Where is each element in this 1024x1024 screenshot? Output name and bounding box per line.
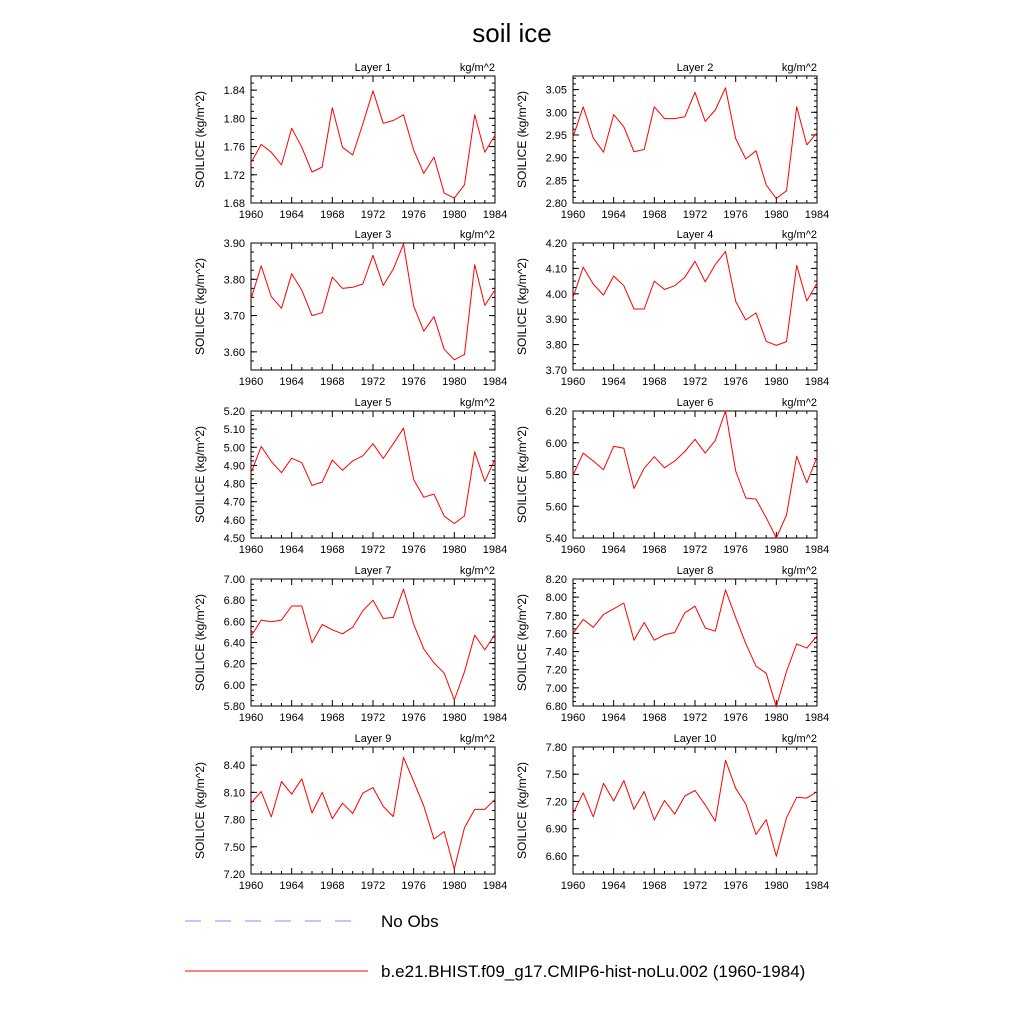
panel-units: kg/m^2 [781,565,817,577]
x-tick-label: 1964 [601,209,626,221]
y-tick-label: 1.84 [223,85,245,98]
panel-units: kg/m^2 [459,565,495,577]
x-tick-label: 1972 [360,712,386,724]
x-tick-label: 1972 [682,376,708,388]
x-tick-label: 1980 [442,880,467,892]
y-tick-label: 4.80 [223,478,245,491]
y-tick-label: 6.80 [223,595,245,608]
series-line-layer-1 [251,91,495,198]
x-tick-label: 1980 [442,209,467,221]
y-tick-label: 4.20 [545,238,567,250]
panel-title-layer-7: Layer 7 [354,565,392,577]
y-tick-label: 7.00 [223,574,245,586]
panel-units: kg/m^2 [781,733,817,745]
panel-title-layer-8: Layer 8 [676,565,714,577]
plot-frame [573,579,817,706]
y-tick-label: 7.40 [545,646,567,659]
x-tick-label: 1976 [723,209,748,221]
y-tick-label: 6.20 [545,406,567,418]
panel-layer-9 [193,733,507,892]
y-tick-label: 4.10 [545,263,567,276]
x-tick-label: 1964 [279,544,304,556]
y-tick-label: 3.80 [223,274,245,287]
x-tick-label: 1984 [804,712,830,724]
x-tick-label: 1976 [723,880,748,892]
y-tick-label: 1.68 [223,198,245,210]
x-tick-label: 1968 [320,712,345,724]
panels-grid [193,62,829,892]
panel-units: kg/m^2 [459,62,495,74]
y-axis-label: SOILICE (kg/m^2) [193,762,207,859]
series-line-layer-7 [251,589,495,700]
x-tick-label: 1980 [764,209,789,221]
x-tick-label: 1976 [401,880,426,892]
panel-title-layer-6: Layer 6 [676,397,714,409]
y-tick-label: 8.20 [545,574,567,586]
y-tick-label: 7.60 [545,628,567,641]
y-tick-label: 4.90 [223,460,245,473]
x-tick-label: 1968 [320,209,345,221]
panel-layer-6 [515,397,829,556]
y-tick-label: 2.85 [545,175,567,188]
plot-frame [573,747,817,874]
y-tick-label: 3.90 [223,238,245,250]
panel-layer-3 [193,229,507,388]
y-tick-label: 7.50 [223,841,245,854]
legend-model-run-label: b.e21.BHIST.f09_g17.CMIP6-hist-noLu.002 (1960-1984) [381,962,806,981]
plot-frame [251,747,495,874]
y-tick-label: 3.05 [545,84,567,97]
x-tick-label: 1976 [401,209,426,221]
panel-layer-1 [193,62,507,221]
y-tick-label: 2.90 [545,152,567,165]
panel-layer-7 [193,565,507,724]
x-tick-label: 1980 [764,376,789,388]
figure-title: soil ice [472,18,552,48]
y-tick-label: 8.00 [545,592,567,605]
x-tick-label: 1964 [601,880,626,892]
x-tick-label: 1964 [601,544,626,556]
x-tick-label: 1972 [360,880,386,892]
y-axis-label: SOILICE (kg/m^2) [515,426,529,523]
x-tick-label: 1968 [642,880,667,892]
x-tick-label: 1980 [442,376,467,388]
plot-frame [573,411,817,538]
series-line-layer-3 [251,244,495,360]
plot-frame [573,76,817,203]
y-axis-label: SOILICE (kg/m^2) [193,426,207,523]
panel-units: kg/m^2 [459,733,495,745]
y-tick-label: 6.00 [545,437,567,450]
legend-no-obs-label: No Obs [381,912,439,931]
y-tick-label: 6.20 [223,658,245,671]
x-tick-label: 1968 [642,712,667,724]
y-tick-label: 3.90 [545,314,567,327]
y-tick-label: 7.80 [545,742,567,754]
series-line-layer-4 [573,251,817,345]
y-tick-label: 5.80 [545,469,567,482]
x-tick-label: 1976 [401,544,426,556]
x-tick-label: 1960 [238,880,264,892]
panel-layer-8 [515,565,829,724]
y-tick-label: 7.00 [545,682,567,695]
y-tick-label: 5.80 [223,701,245,713]
x-tick-label: 1976 [401,712,426,724]
y-tick-label: 6.60 [545,850,567,863]
x-tick-label: 1984 [482,712,508,724]
series-line-layer-2 [573,88,817,199]
panel-title-layer-3: Layer 3 [354,229,392,241]
y-tick-label: 5.40 [545,533,567,545]
x-tick-label: 1968 [642,376,667,388]
panel-units: kg/m^2 [459,229,495,241]
y-axis-label: SOILICE (kg/m^2) [193,91,207,188]
y-tick-label: 1.76 [223,141,245,154]
x-tick-label: 1968 [642,209,667,221]
panel-layer-5 [193,397,507,556]
x-tick-label: 1980 [442,544,467,556]
y-tick-label: 1.80 [223,113,245,126]
x-tick-label: 1968 [320,376,345,388]
panel-units: kg/m^2 [781,62,817,74]
x-tick-label: 1960 [560,880,586,892]
y-tick-label: 7.20 [223,869,245,881]
y-tick-label: 4.50 [223,533,245,545]
y-axis-label: SOILICE (kg/m^2) [515,762,529,859]
x-tick-label: 1960 [238,544,264,556]
x-tick-label: 1972 [360,544,386,556]
x-tick-label: 1984 [482,544,508,556]
x-tick-label: 1984 [804,544,830,556]
x-tick-label: 1984 [804,376,830,388]
x-tick-label: 1984 [804,209,830,221]
y-tick-label: 5.00 [223,442,245,455]
x-tick-label: 1960 [238,209,264,221]
x-tick-label: 1968 [320,544,345,556]
y-tick-label: 8.10 [223,787,245,800]
y-tick-label: 7.80 [545,610,567,623]
y-tick-label: 6.60 [223,616,245,629]
x-tick-label: 1972 [682,880,708,892]
x-tick-label: 1964 [279,376,304,388]
y-tick-label: 3.60 [223,346,245,359]
x-tick-label: 1960 [238,376,264,388]
x-tick-label: 1960 [560,712,586,724]
x-tick-label: 1976 [723,712,748,724]
x-tick-label: 1964 [601,712,626,724]
y-tick-label: 5.10 [223,424,245,437]
series-line-layer-5 [251,428,495,523]
y-tick-label: 3.70 [545,365,567,377]
y-tick-label: 3.00 [545,107,567,120]
x-tick-label: 1980 [764,544,789,556]
y-tick-label: 2.80 [545,198,567,210]
x-tick-label: 1968 [642,544,667,556]
y-tick-label: 7.50 [545,769,567,782]
x-tick-label: 1972 [360,209,386,221]
x-tick-label: 1976 [401,376,426,388]
y-tick-label: 4.70 [223,496,245,509]
y-axis-label: SOILICE (kg/m^2) [515,258,529,355]
panel-units: kg/m^2 [781,229,817,241]
y-axis-label: SOILICE (kg/m^2) [515,594,529,691]
x-tick-label: 1984 [804,880,830,892]
panel-title-layer-2: Layer 2 [676,62,714,74]
plot-frame [251,411,495,538]
y-tick-label: 4.00 [545,288,567,301]
panel-layer-2 [515,62,829,221]
y-tick-label: 7.80 [223,814,245,827]
x-tick-label: 1980 [764,712,789,724]
y-axis-label: SOILICE (kg/m^2) [515,91,529,188]
y-tick-label: 8.40 [223,760,245,773]
panel-units: kg/m^2 [781,397,817,409]
x-tick-label: 1972 [682,712,708,724]
y-tick-label: 4.60 [223,514,245,527]
panel-title-layer-5: Layer 5 [354,397,392,409]
x-tick-label: 1964 [601,376,626,388]
panel-units: kg/m^2 [459,397,495,409]
x-tick-label: 1984 [482,880,508,892]
panel-title-layer-10: Layer 10 [673,733,717,745]
y-tick-label: 6.90 [545,823,567,836]
panel-title-layer-4: Layer 4 [676,229,714,241]
x-tick-label: 1980 [442,712,467,724]
y-tick-label: 2.95 [545,129,567,142]
x-tick-label: 1964 [279,209,304,221]
x-tick-label: 1960 [238,712,264,724]
x-tick-label: 1960 [560,209,586,221]
y-tick-label: 3.80 [545,339,567,352]
y-axis-label: SOILICE (kg/m^2) [193,594,207,691]
x-tick-label: 1972 [682,544,708,556]
x-tick-label: 1960 [560,376,586,388]
series-line-layer-8 [573,590,817,707]
x-tick-label: 1976 [723,376,748,388]
y-tick-label: 5.20 [223,406,245,418]
y-tick-label: 3.70 [223,310,245,323]
y-tick-label: 7.20 [545,664,567,677]
x-tick-label: 1980 [764,880,789,892]
x-tick-label: 1968 [320,880,345,892]
x-tick-label: 1972 [360,376,386,388]
plot-frame [251,243,495,370]
y-tick-label: 1.72 [223,169,245,182]
panel-layer-10 [515,733,829,892]
x-tick-label: 1972 [682,209,708,221]
y-tick-label: 7.20 [545,796,567,809]
x-tick-label: 1960 [560,544,586,556]
series-line-layer-10 [573,760,817,856]
series-line-layer-9 [251,757,495,869]
x-tick-label: 1964 [279,880,304,892]
plot-frame [251,579,495,706]
panel-layer-4 [515,229,829,388]
y-axis-label: SOILICE (kg/m^2) [193,258,207,355]
panel-title-layer-9: Layer 9 [354,733,392,745]
series-line-layer-6 [573,411,817,538]
legend [185,912,805,981]
x-tick-label: 1984 [482,376,508,388]
panel-title-layer-1: Layer 1 [354,62,392,74]
y-tick-label: 5.60 [545,501,567,514]
x-tick-label: 1976 [723,544,748,556]
plot-frame [251,76,495,203]
x-tick-label: 1984 [482,209,508,221]
y-tick-label: 6.80 [545,701,567,713]
y-tick-label: 6.00 [223,679,245,692]
y-tick-label: 6.40 [223,637,245,650]
x-tick-label: 1964 [279,712,304,724]
